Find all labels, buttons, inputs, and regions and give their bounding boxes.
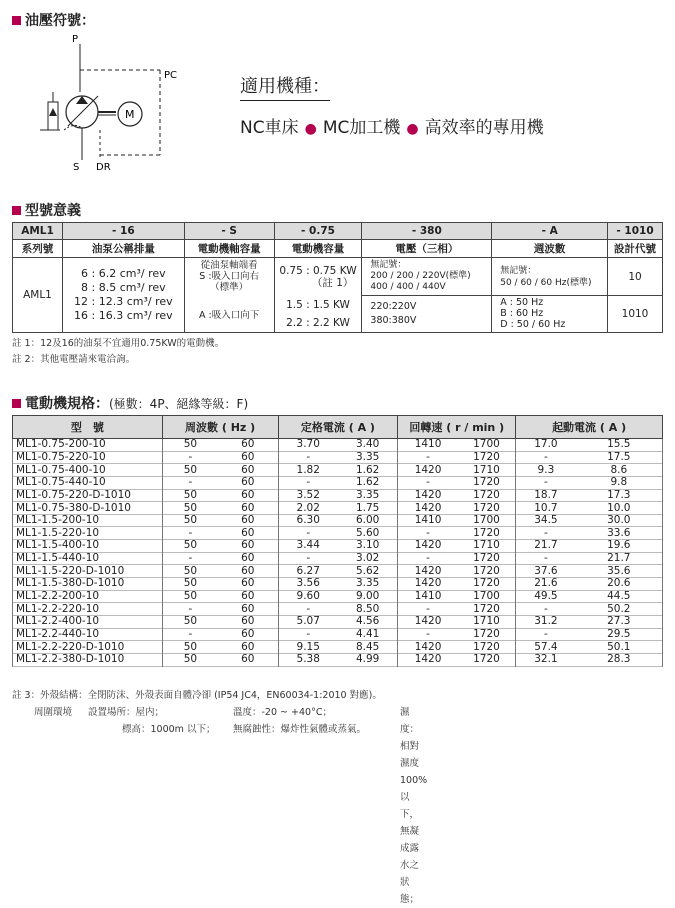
design-cell-a: 10 [608,258,663,296]
motor-value-cell: 5.62 [338,565,398,578]
motor-value-cell: 50 [162,590,218,603]
note-3-line1: 註 3：外殼結構：全閉防沫、外殼表面自體冷卻 (IP54 JC4，EN60034-1:2010 對應)。 [12,690,382,701]
applicable-machines [240,72,544,138]
motor-value-cell: 50 [162,641,218,654]
motor-value-cell: 50 [162,514,218,527]
motor-value-cell: 1410 [398,439,458,452]
motor-value-cell: 1700 [458,590,516,603]
motor-value-cell: - [398,451,458,464]
motor-value-cell: 6.30 [278,514,338,527]
motor-row [13,476,663,489]
motor-value-cell: 10.7 [516,502,576,515]
series-cell: AML1 [13,258,63,333]
motor-value-cell: 1720 [458,641,516,654]
motor-value-cell: 60 [218,439,278,452]
motor-value-cell: 50.2 [576,603,663,616]
env-place: 設置場所：屋内； [88,707,165,718]
motor-value-cell: 9.8 [576,476,663,489]
design-cell-b: 1010 [608,296,663,333]
motor-value-cell: 50 [162,578,218,591]
motor-row [13,439,663,452]
motor-value-cell: 27.3 [576,615,663,628]
notes-block [12,336,224,368]
motor-value-cell: 50 [162,489,218,502]
label-pc: PC [164,70,178,81]
motor-model-cell: ML1-2.2-220-D-1010 [13,641,163,654]
motor-value-cell: - [278,451,338,464]
motor-value-cell: 9.60 [278,590,338,603]
header-row: 系列號 油泵公稱排量 電動機軸容量 電動機容量 電壓（三相） 週波數 設計代號 [13,240,663,258]
motor-value-cell: 1710 [458,540,516,553]
motor-model-cell: ML1-0.75-380-D-1010 [13,502,163,515]
motor-value-cell: 57.4 [516,641,576,654]
motor-value-cell: 8.50 [338,603,398,616]
motor-value-cell: 60 [218,464,278,477]
motor-value-cell: 3.56 [278,578,338,591]
applicable-item: NC車床 [240,118,299,138]
col-speed: 回轉速 ( r / min ) [398,416,516,439]
motor-value-cell: 50 [162,464,218,477]
motor-value-cell: 1720 [458,502,516,515]
section-title-symbol: 油壓符號： [12,10,95,30]
applicable-item: 高效率的專用機 [424,118,544,138]
motor-value-cell: 1420 [398,615,458,628]
motor-value-cell: 60 [218,527,278,540]
motor-value-cell: 60 [218,590,278,603]
motor-value-cell: 2.02 [278,502,338,515]
motor-value-cell: 3.35 [338,578,398,591]
motor-value-cell: 21.6 [516,578,576,591]
motor-value-cell: 1420 [398,641,458,654]
motor-row [13,641,663,654]
motor-value-cell: 1720 [458,578,516,591]
applicable-title: 適用機種： [240,72,330,101]
motor-value-cell: 1410 [398,590,458,603]
motor-value-cell: 5.07 [278,615,338,628]
motor-value-cell: 60 [218,603,278,616]
motor-model-cell: ML1-0.75-220-D-1010 [13,489,163,502]
env-humidity: 濕度：相對濕度100%以下，無凝成露水之狀態； [400,707,428,905]
motor-model-cell: ML1-2.2-440-10 [13,628,163,641]
motor-value-cell: 32.1 [516,653,576,666]
voltage-cell-a: 無記號： 200 / 200 / 220V(標準) 400 / 400 / 440V [362,258,492,296]
applicable-list [240,113,544,138]
freq-cell-b: A : 50 Hz B : 60 Hz D : 50 / 60 Hz [492,296,608,333]
motor-value-cell: 60 [218,615,278,628]
motor-value-cell: 1720 [458,603,516,616]
motor-value-cell: 1720 [458,653,516,666]
motor-value-cell: 60 [218,552,278,565]
motor-value-cell: - [162,451,218,464]
motor-row [13,514,663,527]
motor-value-cell: - [398,603,458,616]
motor-value-cell: 60 [218,653,278,666]
motor-value-cell: 50 [162,502,218,515]
motor-row [13,628,663,641]
motor-value-cell: 8.6 [576,464,663,477]
motor-value-cell: 1720 [458,527,516,540]
voltage-cell-b: 220:220V 380:380V [362,296,492,333]
motor-value-cell: 1700 [458,439,516,452]
motor-value-cell: 10.0 [576,502,663,515]
motor-value-cell: 15.5 [576,439,663,452]
motor-row [13,502,663,515]
shaft-cell-a: A :吸入口向下 [184,296,274,333]
motor-row [13,653,663,666]
motor-value-cell: 1720 [458,552,516,565]
motor-value-cell: 49.5 [516,590,576,603]
motor-value-cell: 28.3 [576,653,663,666]
motor-value-cell: - [278,628,338,641]
motor-value-cell: 50 [162,565,218,578]
motor-value-cell: 1.75 [338,502,398,515]
motor-value-cell: 1720 [458,489,516,502]
motor-value-cell: 1420 [398,578,458,591]
motor-value-cell: 17.3 [576,489,663,502]
motor-value-cell: - [278,476,338,489]
col-start-current: 起動電流 ( A ) [516,416,663,439]
motor-value-cell: 3.35 [338,489,398,502]
motor-row [13,552,663,565]
motor-value-cell: - [516,628,576,641]
motor-value-cell: - [516,527,576,540]
motor-value-cell: 30.0 [576,514,663,527]
motor-value-cell: - [162,527,218,540]
motor-value-cell: - [162,476,218,489]
motor-spec-table [12,415,663,667]
motor-value-cell: 3.40 [338,439,398,452]
motor-value-cell: 60 [218,514,278,527]
note-2: 註 2：其他電壓請來電洽詢。 [12,354,136,365]
motor-row [13,451,663,464]
bullet-icon: ● [406,121,419,137]
displacement-cell: 6 : 6.2 cm³/ rev 8 : 8.5 cm³/ rev 12 : 12.3 cm³/ rev 16 : 16.3 cm³/ rev [62,258,184,333]
env-label: 周圍環境 [34,707,73,718]
motor-value-cell: - [278,552,338,565]
motor-value-cell: 21.7 [516,540,576,553]
motor-model-cell: ML1-1.5-380-D-1010 [13,578,163,591]
motor-value-cell: 33.6 [576,527,663,540]
motor-value-cell: 18.7 [516,489,576,502]
motor-value-cell: - [162,628,218,641]
motor-value-cell: 60 [218,489,278,502]
motor-model-cell: ML1-1.5-220-10 [13,527,163,540]
motor-value-cell: 1420 [398,653,458,666]
motor-value-cell: 50 [162,615,218,628]
motor-value-cell: - [398,628,458,641]
motor-value-cell: 21.7 [576,552,663,565]
motor-value-cell: 4.56 [338,615,398,628]
motor-value-cell: 1420 [398,489,458,502]
motor-model-cell: ML1-0.75-200-10 [13,439,163,452]
bullet-icon: ● [304,121,317,137]
capacity-cell-b: 1.5 : 1.5 KW 2.2 : 2.2 KW [274,296,362,333]
label-s: S [73,162,80,173]
motor-value-cell: - [516,451,576,464]
env-temp: 溫度：-20 ~ +40°C； [233,707,332,718]
motor-value-cell: 44.5 [576,590,663,603]
motor-model-cell: ML1-1.5-220-D-1010 [13,565,163,578]
motor-row [13,464,663,477]
col-rated-current: 定格電流 ( A ) [278,416,398,439]
shaft-cell-s: 從油泵軸端看 S :吸入口向右 （標準） [184,258,274,296]
motor-row [13,540,663,553]
motor-value-cell: 34.5 [516,514,576,527]
motor-value-cell: - [278,527,338,540]
motor-value-cell: 1720 [458,451,516,464]
motor-row [13,489,663,502]
motor-model-cell: ML1-0.75-400-10 [13,464,163,477]
section-marker [12,399,21,408]
applicable-item: MC加工機 [322,118,401,138]
motor-value-cell: 29.5 [576,628,663,641]
motor-row [13,578,663,591]
motor-value-cell: 60 [218,451,278,464]
motor-value-cell: 4.41 [338,628,398,641]
motor-value-cell: 20.6 [576,578,663,591]
motor-value-cell: 8.45 [338,641,398,654]
motor-value-cell: 60 [218,628,278,641]
model-code-table [12,222,663,333]
motor-model-cell: ML1-2.2-380-D-1010 [13,653,163,666]
motor-value-cell: 1420 [398,540,458,553]
motor-model-cell: ML1-1.5-440-10 [13,552,163,565]
capacity-cell-a: 0.75 : 0.75 KW （註 1） [274,258,362,296]
motor-value-cell: 1.62 [338,464,398,477]
motor-value-cell: 60 [218,502,278,515]
motor-value-cell: - [516,552,576,565]
motor-model-cell: ML1-2.2-220-10 [13,603,163,616]
motor-value-cell: 1700 [458,514,516,527]
motor-value-cell: 6.00 [338,514,398,527]
motor-value-cell: - [398,527,458,540]
motor-header-row [13,416,663,439]
code-row: AML1 - 16 - S - 0.75 - 380 - A - 1010 [13,223,663,240]
motor-value-cell: 17.0 [516,439,576,452]
motor-value-cell: 60 [218,578,278,591]
motor-value-cell: 50 [162,540,218,553]
motor-value-cell: 3.70 [278,439,338,452]
motor-value-cell: 5.60 [338,527,398,540]
section-marker [12,206,21,215]
section-marker [12,16,21,25]
motor-value-cell: 1420 [398,502,458,515]
motor-value-cell: 3.44 [278,540,338,553]
motor-value-cell: 1720 [458,565,516,578]
motor-value-cell: - [516,603,576,616]
label-dr: DR [96,162,111,173]
motor-value-cell: 4.99 [338,653,398,666]
motor-value-cell: 60 [218,476,278,489]
motor-value-cell: 3.10 [338,540,398,553]
motor-value-cell: 3.02 [338,552,398,565]
motor-value-cell: 1410 [398,514,458,527]
motor-value-cell: 50.1 [576,641,663,654]
motor-value-cell: - [162,552,218,565]
note-3-block [12,687,428,905]
section-title-model: 型號意義 [12,200,81,220]
motor-value-cell: - [162,603,218,616]
motor-value-cell: - [278,603,338,616]
motor-model-cell: ML1-2.2-400-10 [13,615,163,628]
motor-value-cell: 1720 [458,628,516,641]
motor-value-cell: 19.6 [576,540,663,553]
motor-value-cell: 5.38 [278,653,338,666]
motor-row [13,615,663,628]
motor-value-cell: 6.27 [278,565,338,578]
motor-value-cell: 3.52 [278,489,338,502]
motor-value-cell: 31.2 [516,615,576,628]
motor-value-cell: 9.3 [516,464,576,477]
motor-value-cell: 1710 [458,615,516,628]
motor-value-cell: 60 [218,540,278,553]
motor-value-cell: 60 [218,565,278,578]
motor-model-cell: ML1-2.2-200-10 [13,590,163,603]
motor-value-cell: - [516,476,576,489]
motor-value-cell: 1420 [398,464,458,477]
note-1: 註 1：12及16的油泵不宜適用0.75KW的電動機。 [12,338,225,349]
motor-label: M [125,108,135,121]
motor-model-cell: ML1-1.5-200-10 [13,514,163,527]
motor-value-cell: 37.6 [516,565,576,578]
motor-value-cell: 17.5 [576,451,663,464]
motor-value-cell: 1720 [458,476,516,489]
motor-value-cell: 9.00 [338,590,398,603]
motor-value-cell: 50 [162,653,218,666]
motor-value-cell: 1710 [458,464,516,477]
section-title-motor: 電動機規格： (極數：4P、絕緣等級：F) [12,393,248,413]
motor-model-cell: ML1-0.75-220-10 [13,451,163,464]
motor-row [13,590,663,603]
motor-model-cell: ML1-0.75-440-10 [13,476,163,489]
motor-value-cell: - [398,552,458,565]
motor-row [13,603,663,616]
motor-value-cell: 35.6 [576,565,663,578]
motor-value-cell: 9.15 [278,641,338,654]
col-frequency: 周波數 ( Hz ) [162,416,278,439]
motor-value-cell: 3.35 [338,451,398,464]
motor-row [13,527,663,540]
motor-row [13,565,663,578]
motor-value-cell: 1.62 [338,476,398,489]
motor-value-cell: 60 [218,641,278,654]
label-p: P [72,34,79,45]
motor-value-cell: 1420 [398,565,458,578]
motor-value-cell: 50 [162,439,218,452]
motor-model-cell: ML1-1.5-400-10 [13,540,163,553]
env-corrosion: 無腐蝕性：爆炸性氣體或蒸氣。 [233,724,367,735]
motor-value-cell: - [398,476,458,489]
motor-value-cell: 1.82 [278,464,338,477]
col-model: 型 號 [13,416,163,439]
env-altitude: 標高：1000m 以下； [122,724,216,735]
freq-cell-a: 無記號： 50 / 60 / 60 Hz(標準) [492,258,608,296]
hydraulic-symbol-diagram [20,30,220,180]
